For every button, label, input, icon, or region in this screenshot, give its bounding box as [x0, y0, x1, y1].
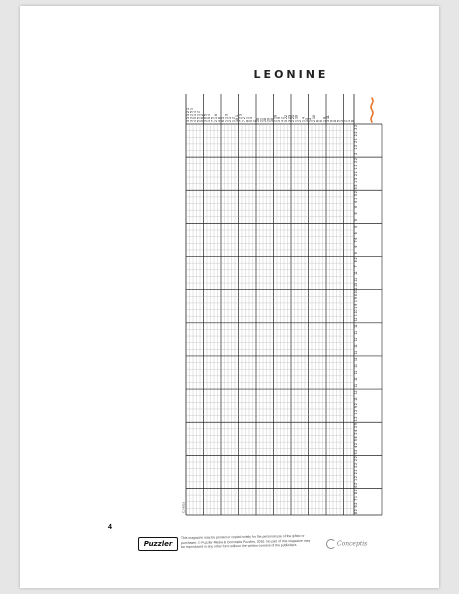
row-clue: 11	[354, 364, 358, 368]
row-clue: 6	[354, 212, 358, 215]
column-clue: 1 4	[301, 117, 306, 122]
row-clue: 2 1	[354, 469, 358, 475]
column-clue: 13	[304, 118, 309, 122]
puzzler-logo: Puzzler	[138, 537, 178, 551]
row-clue: 11	[354, 277, 358, 282]
column-clue: 5	[336, 120, 341, 122]
column-clue: 6	[318, 120, 323, 122]
row-clue: 11	[354, 384, 358, 388]
column-clue: 2 1 6	[213, 114, 218, 122]
row-clue: 2 5	[354, 423, 358, 428]
row-clue: 1 1	[354, 164, 358, 170]
row-clue: 6 2	[354, 502, 358, 508]
nonogram-grid[interactable]	[20, 6, 439, 588]
column-clue: 3 3 3 2 1	[185, 108, 190, 122]
column-clue: 2 19	[273, 115, 278, 122]
column-clue: 5 3	[248, 117, 253, 122]
column-clue: 3 9	[276, 117, 281, 122]
row-clue: 6	[354, 245, 358, 248]
column-clue: 3 6 5	[203, 114, 208, 122]
row-clue: 1 2	[354, 144, 358, 150]
column-clue: 6 1	[220, 117, 225, 122]
column-clue: 14	[308, 118, 313, 122]
row-clue: 11	[354, 350, 358, 355]
column-clue: 1 1 3	[224, 114, 229, 122]
row-clue: 11	[354, 337, 358, 342]
puzzle-page	[20, 6, 439, 588]
row-clue: 6 2	[354, 257, 358, 263]
column-clue: 8 1	[245, 117, 250, 122]
column-clue: 7 2	[241, 117, 246, 122]
row-clue: 6	[354, 219, 358, 222]
row-clue: 11	[354, 397, 358, 401]
column-clue: 5 6 2	[199, 114, 204, 122]
row-clue: 8 2	[354, 509, 358, 515]
column-clue: 28	[262, 118, 267, 122]
column-clue: 4 6	[217, 117, 222, 122]
column-clue: 1	[346, 120, 351, 122]
column-clue: 4 2	[280, 117, 285, 122]
row-clue: 11	[354, 324, 358, 328]
row-clue: 2 2	[354, 124, 358, 130]
row-clue: 2 1	[354, 138, 358, 143]
row-clue: 6	[354, 252, 358, 255]
column-clue: 3	[339, 120, 344, 122]
column-clue: 10 1	[234, 115, 239, 122]
row-clue: 7 1	[354, 496, 358, 501]
row-clue: 6	[354, 205, 358, 208]
row-clue: 11	[354, 377, 358, 381]
row-clue: 2 2	[354, 456, 358, 462]
column-clue: 3 11	[325, 115, 330, 122]
row-clue: 6 2	[354, 482, 358, 488]
row-clue: 6	[354, 232, 358, 235]
column-clue: 2	[252, 120, 257, 122]
puzzle-title: LEONINE	[253, 68, 329, 81]
row-clue: 1 2	[354, 409, 358, 415]
column-clue: 1 2	[231, 117, 236, 122]
row-clue: 5 4	[354, 436, 358, 442]
column-clue: 2 21	[290, 115, 295, 122]
column-clue: 7 2 3	[238, 114, 243, 122]
column-clue: 6	[350, 120, 355, 122]
row-clue: 9 2	[354, 403, 358, 409]
column-clue: 2	[343, 120, 348, 122]
row-clue: 11	[354, 344, 358, 348]
column-clue: 3 23	[287, 115, 292, 122]
page-number: 4	[108, 524, 112, 531]
row-clue: 1 9	[354, 303, 358, 309]
row-clue: 6 1	[354, 197, 358, 203]
column-clue: 8	[315, 120, 320, 122]
conceptis-logo	[326, 539, 367, 549]
row-clue: 2 2	[354, 158, 358, 163]
row-clue: 1 9	[354, 297, 358, 302]
column-clue: 1 5 4	[206, 114, 211, 122]
row-clue: 1 2	[354, 476, 358, 481]
column-clue: 2	[297, 120, 302, 122]
row-clue: 2	[354, 152, 358, 155]
row-clue: 1 10	[354, 309, 358, 317]
column-clue: 20	[255, 118, 260, 122]
row-clue: 4 2	[354, 443, 358, 448]
column-clue: 7 5	[210, 117, 215, 122]
conceptis-logo-text: Conceptis	[337, 540, 368, 548]
row-clue: 7	[354, 265, 358, 268]
row-clue: 11	[354, 330, 358, 335]
row-clue: 11	[354, 317, 358, 322]
row-clue: 1 2	[354, 416, 358, 422]
copyright-notice: This magazine may be printed or copied solely for the personal use of the giftee or purchaser. © Puzzler Media & Conceptis Puzzles, 2010. No part of this magazine may be reproduced in any other form without the written consent of the publishers.	[181, 533, 311, 550]
row-clue: 5 2	[354, 449, 358, 455]
row-clue: 4 10	[354, 289, 358, 297]
column-clue: 5 5 1 2	[196, 111, 201, 122]
column-clue: 30	[269, 118, 274, 122]
row-clue: 11	[354, 271, 358, 275]
column-clue: 1 9	[322, 117, 327, 122]
column-clue: 2 10	[311, 115, 316, 122]
row-clue: 1 13	[354, 283, 358, 290]
row-clue: 3 5	[354, 184, 358, 190]
row-clue: 2 2	[354, 462, 358, 468]
column-clue: 21	[259, 118, 264, 122]
row-clue: 7 6	[354, 237, 358, 243]
column-clue: 3 3 2 5 1	[189, 108, 194, 122]
row-clue: 2 1	[354, 171, 358, 177]
conceptis-swirl-icon	[326, 539, 336, 549]
row-clue: 11	[354, 357, 358, 362]
column-clue: 29	[266, 118, 271, 122]
column-clue: 5 22	[283, 115, 288, 122]
column-clue: 2 1	[227, 117, 232, 122]
puzzle-id-label: CJ 9016	[181, 501, 186, 513]
row-clue: 5 2	[354, 191, 358, 196]
column-clue: 9	[329, 120, 334, 122]
row-clue: 11	[354, 390, 358, 395]
row-clue: 2 2	[354, 131, 358, 137]
column-clue: 4 5 1 4	[192, 111, 197, 122]
row-clue: 2 4	[354, 429, 358, 435]
column-clue: 8	[332, 120, 337, 122]
column-clue: 1 16	[294, 115, 299, 122]
row-clue: 6	[354, 225, 358, 228]
row-clue: 11	[354, 370, 358, 375]
row-clue: 8 1	[354, 489, 358, 495]
row-clue: 1 3	[354, 177, 358, 183]
